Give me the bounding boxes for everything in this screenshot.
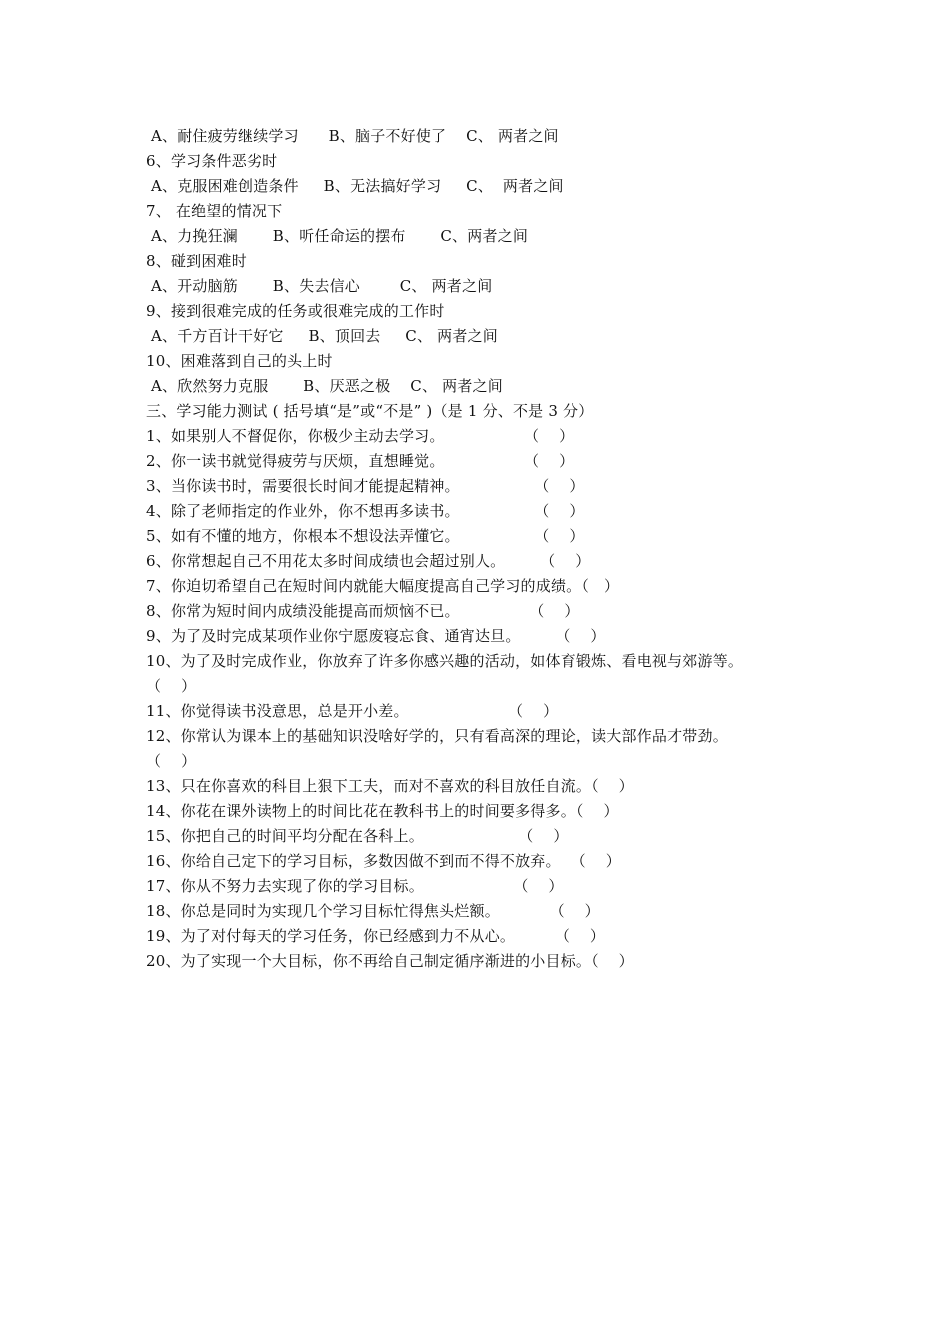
option-line-9: A、千方百计干好它 B、顶回去 C、 两者之间 <box>146 327 498 345</box>
test-item-8: 8、你常为短时间内成绩没能提高而烦恼不已。 （ ） <box>146 602 580 620</box>
option-line-6: A、克服困难创造条件 B、无法搞好学习 C、 两者之间 <box>146 177 564 195</box>
test-item-15: 15、你把自己的时间平均分配在各科上。 （ ） <box>146 827 569 845</box>
test-item-17: 17、你从不努力去实现了你的学习目标。 （ ） <box>146 877 564 895</box>
test-item-11: 11、你觉得读书没意思，总是开小差。 （ ） <box>146 702 559 720</box>
test-item-2: 2、你一读书就觉得疲劳与厌烦，直想睡觉。 （ ） <box>146 452 575 470</box>
test-item-3: 3、当你读书时，需要很长时间才能提起精神。 （ ） <box>146 477 585 495</box>
test-item-13: 13、只在你喜欢的科目上狠下工夫，而对不喜欢的科目放任自流。（ ） <box>146 777 634 795</box>
option-line-10: A、欣然努力克服 B、厌恶之极 C、 两者之间 <box>146 377 503 395</box>
question-6: 6、学习条件恶劣时 <box>146 152 278 170</box>
question-9: 9、接到很难完成的任务或很难完成的工作时 <box>146 302 445 320</box>
test-item-4: 4、除了老师指定的作业外，你不想再多读书。 （ ） <box>146 502 585 520</box>
questionnaire-text <box>146 124 866 974</box>
section-heading: 三、学习能力测试 ( 括号填“是”或“不是” )（是 1 分、不是 3 分） <box>146 402 594 420</box>
question-10: 10、困难落到自己的头上时 <box>146 352 333 370</box>
test-item-12: 12、你常认为课本上的基础知识没啥好学的，只有看高深的理论，读大部作品才带劲。 <box>146 727 728 745</box>
test-item-10-answer: （ ） <box>146 677 197 695</box>
test-item-9: 9、为了及时完成某项作业你宁愿废寝忘食、通宵达旦。 （ ） <box>146 627 606 645</box>
test-item-10: 10、为了及时完成作业，你放弃了许多你感兴趣的活动，如体育锻炼、看电视与郊游等。 <box>146 652 744 670</box>
option-line-8: A、开动脑筋 B、失去信心 C、 两者之间 <box>146 277 493 295</box>
test-item-12-answer: （ ） <box>146 752 197 770</box>
test-item-16: 16、你给自己定下的学习目标，多数因做不到而不得不放弃。 （ ） <box>146 852 621 870</box>
test-item-19: 19、为了对付每天的学习任务，你已经感到力不从心。 （ ） <box>146 927 606 945</box>
test-item-5: 5、如有不懂的地方，你根本不想设法弄懂它。 （ ） <box>146 527 585 545</box>
test-item-1: 1、如果别人不督促你，你极少主动去学习。 （ ） <box>146 427 575 445</box>
option-line-5: A、耐住疲劳继续学习 B、脑子不好使了 C、 两者之间 <box>146 127 559 145</box>
question-8: 8、碰到困难时 <box>146 252 247 270</box>
test-item-14: 14、你花在课外读物上的时间比花在教科书上的时间要多得多。（ ） <box>146 802 619 820</box>
question-7: 7、 在绝望的情况下 <box>146 202 283 220</box>
test-item-7: 7、你迫切希望自己在短时间内就能大幅度提高自己学习的成绩。（ ） <box>146 577 620 595</box>
test-item-18: 18、你总是同时为实现几个学习目标忙得焦头烂额。 （ ） <box>146 902 600 920</box>
option-line-7: A、力挽狂澜 B、听任命运的摆布 C、两者之间 <box>146 227 529 245</box>
test-item-20: 20、为了实现一个大目标，你不再给自己制定循序渐进的小目标。（ ） <box>146 952 634 970</box>
test-item-6: 6、你常想起自己不用花太多时间成绩也会超过别人。 （ ） <box>146 552 591 570</box>
